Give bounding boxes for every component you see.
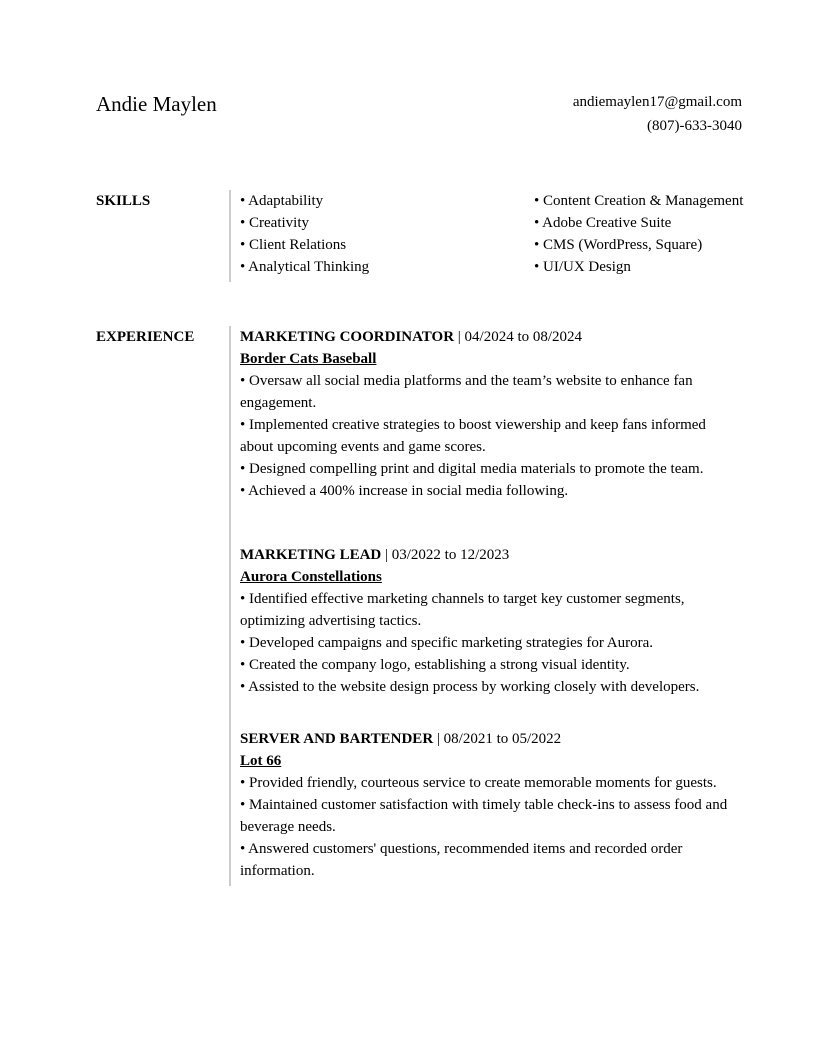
skills-column-2 xyxy=(534,190,746,278)
job-title-line xyxy=(240,544,742,566)
job-bullet: • Answered customers' questions, recommended items and recorded order information. xyxy=(240,841,683,879)
skills-columns xyxy=(240,190,746,278)
job-entry xyxy=(240,728,742,882)
skill-item: • Adobe Creative Suite xyxy=(534,215,672,231)
job-bullet: • Provided friendly, courteous service to create memorable moments for guests. xyxy=(240,775,717,791)
job-bullet: • Achieved a 400% increase in social media following. xyxy=(240,483,569,499)
job-title: MARKETING LEAD xyxy=(240,547,382,563)
email-address: andiemaylen17@gmail.com xyxy=(572,94,742,110)
job-company: Aurora Constellations xyxy=(240,569,382,585)
job-dates: | 04/2024 to 08/2024 xyxy=(457,329,583,345)
job-title-line xyxy=(240,728,742,750)
skill-item: • UI/UX Design xyxy=(534,259,631,275)
job-title: MARKETING COORDINATOR xyxy=(240,329,455,345)
contact-info xyxy=(573,90,742,138)
person-name: Andie Maylen xyxy=(96,92,217,116)
job-company: Border Cats Baseball xyxy=(240,351,377,367)
job-company: Lot 66 xyxy=(240,753,282,769)
job-entry xyxy=(240,326,742,502)
experience-content xyxy=(229,326,742,886)
job-dates: | 08/2021 to 05/2022 xyxy=(436,731,562,747)
job-bullet: • Developed campaigns and specific marketing strategies for Aurora. xyxy=(240,635,654,651)
skills-column-1 xyxy=(240,190,534,278)
job-bullet: • Maintained customer satisfaction with timely table check-ins to assess food and beverage needs. xyxy=(240,797,728,835)
skills-heading: SKILLS xyxy=(96,193,151,209)
skill-item: • Content Creation & Management xyxy=(534,193,744,209)
job-bullet: • Implemented creative strategies to boost viewership and keep fans informed about upcoming events and game scores. xyxy=(240,417,706,455)
job-dates: | 03/2022 to 12/2023 xyxy=(385,547,510,563)
job-bullet: • Created the company logo, establishing a strong visual identity. xyxy=(240,657,630,673)
job-bullet: • Oversaw all social media platforms and the team’s website to enhance fan engagement. xyxy=(240,373,693,411)
skills-section xyxy=(96,190,742,282)
job-title: SERVER AND BARTENDER xyxy=(240,731,434,747)
job-entry xyxy=(240,544,742,698)
job-bullet: • Identified effective marketing channels to target key customer segments, optimizing advertising tactics. xyxy=(240,591,685,629)
phone-number: (807)-633-3040 xyxy=(647,118,742,134)
skill-item: • Client Relations xyxy=(240,237,347,253)
job-title-line xyxy=(240,326,742,348)
skill-item: • Analytical Thinking xyxy=(240,259,370,275)
experience-section xyxy=(96,326,742,886)
resume-header xyxy=(96,90,742,138)
skill-item: • Adaptability xyxy=(240,193,324,209)
skill-item: • CMS (WordPress, Square) xyxy=(534,237,703,253)
job-bullet: • Designed compelling print and digital media materials to promote the team. xyxy=(240,461,704,477)
job-bullet: • Assisted to the website design process by working closely with developers. xyxy=(240,679,700,695)
skill-item: • Creativity xyxy=(240,215,309,231)
skills-content xyxy=(229,190,746,282)
experience-heading: EXPERIENCE xyxy=(96,329,195,345)
